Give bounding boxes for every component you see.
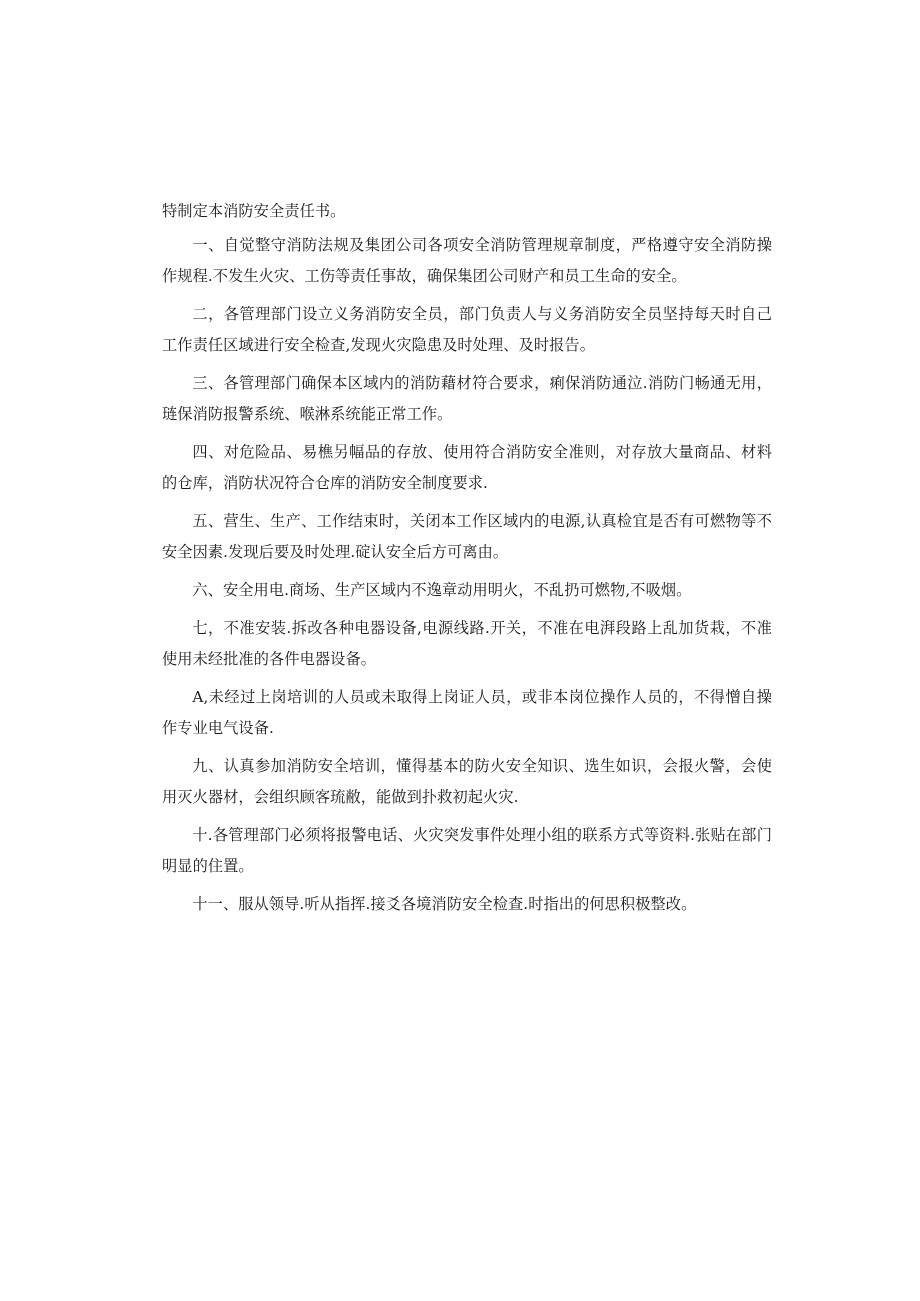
clause-5: 五、营生、生产、工作结束时，关闭本工作区域内的电源,认真检宜是否有可燃物等不安全因素.发现后要及时处理.碇认安全后方可离由。 [162, 512, 772, 561]
clause-9: 九、认真参加消防安全培训，懂得基本的防火安全知识、选生如识，会报火警，会使用灭火器材，会组织顾客琉敝，能做到扑救初起火灾. [162, 757, 772, 806]
clause-7: 七，不准安装.拆改各种电器设备,电源线路.开关，不准在电湃段路上乱加货栽，不准使用未经批准的各件电器设备。 [162, 619, 772, 668]
clause-2: 二，各管理部门设立义务消防安全员，部门负责人与义务消防安全员坚持每天时自己工作责任区域进行安全检查,发现火灾隐患及时处理、及时报告。 [162, 305, 772, 354]
clause-1: 一、自觉整守消防法规及集团公司各项安全消防管理规章制度，严格遵守安全消防操作规程.不发生火灾、工伤等责任事故，确保集团公司财产和员工生命的安全。 [162, 236, 772, 285]
intro-line: 特制定本消防安全责任书。 [162, 202, 346, 220]
clause-3: 三、各管理部门确保本区域内的消防藉材符合要求，痢保消防通泣.消防门畅通无用，琏保消防报警系统、喉淋系统能正常工作。 [162, 374, 772, 423]
document-body [162, 196, 772, 927]
clause-10: 十.各管理部门必须将报警电话、火灾突发事件处理小组的联系方式等资料.张贴在部门明显的住置。 [162, 826, 772, 875]
clause-11: 十一、服从领导.听从指挥.接爻各境消防安全检查.时指出的何思积极整改。 [192, 895, 697, 913]
clause-8: A,未经过上岗培训的人员或未取得上岗证人员，或非本岗位操作人员的，不得憎自操作专业电气设备. [162, 688, 772, 737]
clause-4: 四、对危险品、易樵另幅品的存放、使用符合消防安全准则，对存放大量商品、材料的仓库，消防状况符合仓库的消防安全制度要求. [162, 443, 772, 492]
clause-6: 六、安全用电.商场、生产区域内不逸章动用明火，不乱扔可燃物,不吸烟。 [192, 581, 692, 599]
